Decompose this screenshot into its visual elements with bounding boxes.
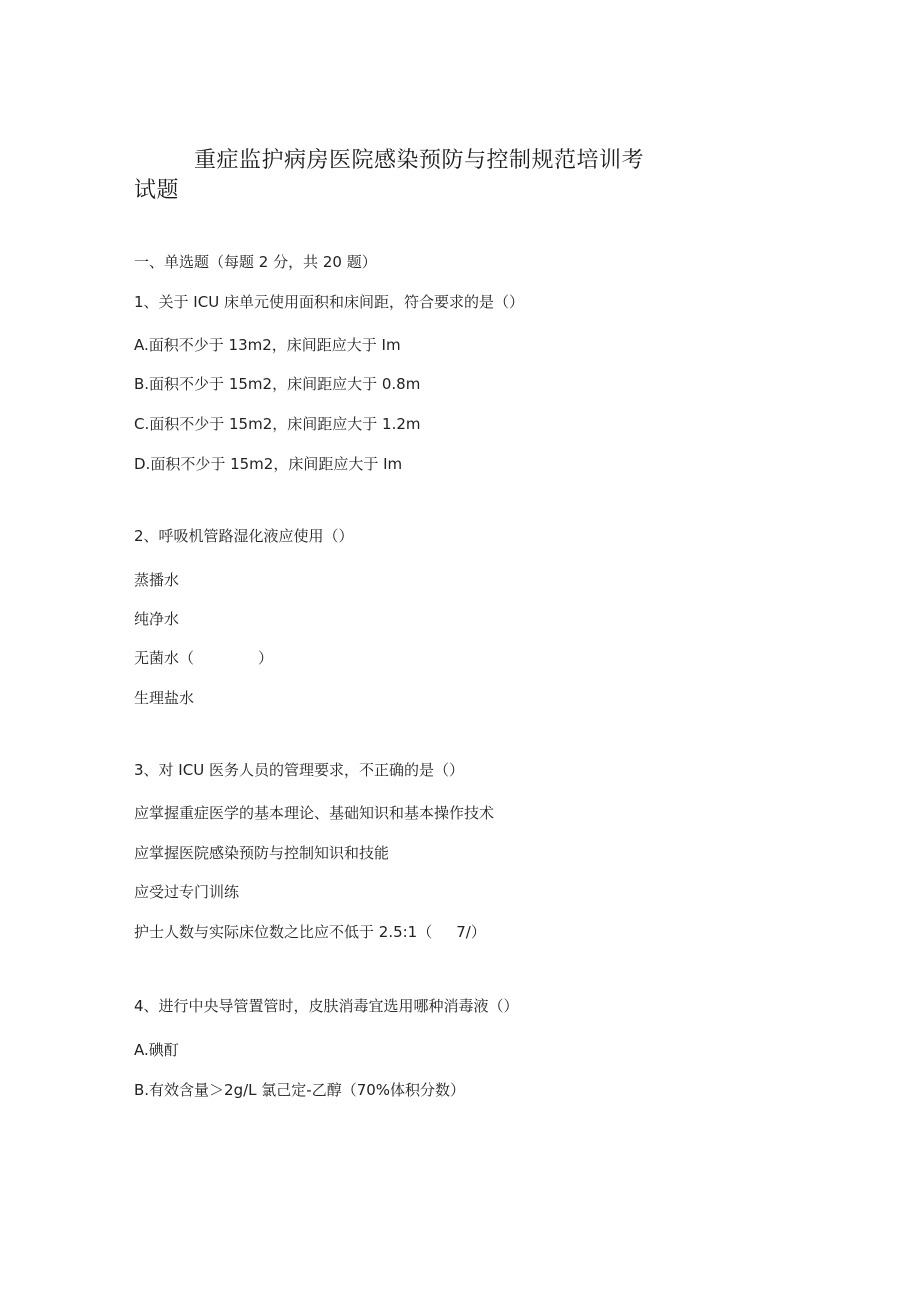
question-3-option-3: 应受过专门训练	[134, 883, 240, 901]
question-3-option-4: 护士人数与实际床位数之比应不低于 2.5:1（	[134, 923, 433, 941]
question-3-option-4-tail: 7/）	[456, 923, 486, 941]
question-2-option-4: 生理盐水	[134, 689, 195, 707]
question-1-option-d: D.面积不少于 15m2，床间距应大于 Im	[134, 455, 403, 473]
question-1-option-a: A.面积不少于 13m2，床间距应大于 Im	[134, 336, 401, 354]
question-2-option-1: 蒸播水	[134, 571, 180, 589]
question-3-option-2: 应掌握医院感染预防与控制知识和技能	[134, 844, 390, 862]
question-2-option-3-row	[134, 648, 273, 668]
question-4-option-a: A.碘酊	[134, 1041, 179, 1059]
question-1-option-c: C.面积不少于 15m2，床间距应大于 1.2m	[134, 415, 421, 433]
question-3-option-4-row	[134, 922, 486, 942]
title-line-2: 试题	[134, 178, 180, 203]
question-4-stem: 4、进行中央导管置管时，皮肤消毒宜选用哪种消毒液（）	[134, 997, 519, 1015]
question-2-stem: 2、呼吸机管路湿化液应使用（）	[134, 527, 354, 545]
title-line-1: 重症监护病房医院感染预防与控制规范培训考	[194, 148, 645, 173]
question-2-option-2: 纯净水	[134, 610, 180, 628]
question-3-option-1: 应掌握重症医学的基本理论、基础知识和基本操作技术	[134, 804, 495, 822]
question-1-stem: 1、关于 ICU 床单元使用面积和床间距，符合要求的是（）	[134, 293, 524, 311]
question-3-stem: 3、对 ICU 医务人员的管理要求，不正确的是（）	[134, 761, 464, 779]
question-4-option-b: B.有效含量＞2g/L 氯己定-乙醇（70%体积分数）	[134, 1081, 466, 1099]
question-2-option-3: 无菌水（	[134, 649, 195, 667]
section-heading: 一、单选题（每题 2 分，共 20 题）	[134, 253, 377, 271]
document-title	[134, 146, 694, 206]
question-2-option-3-close: ）	[258, 649, 274, 667]
question-1-option-b: B.面积不少于 15m2，床间距应大于 0.8m	[134, 375, 421, 393]
